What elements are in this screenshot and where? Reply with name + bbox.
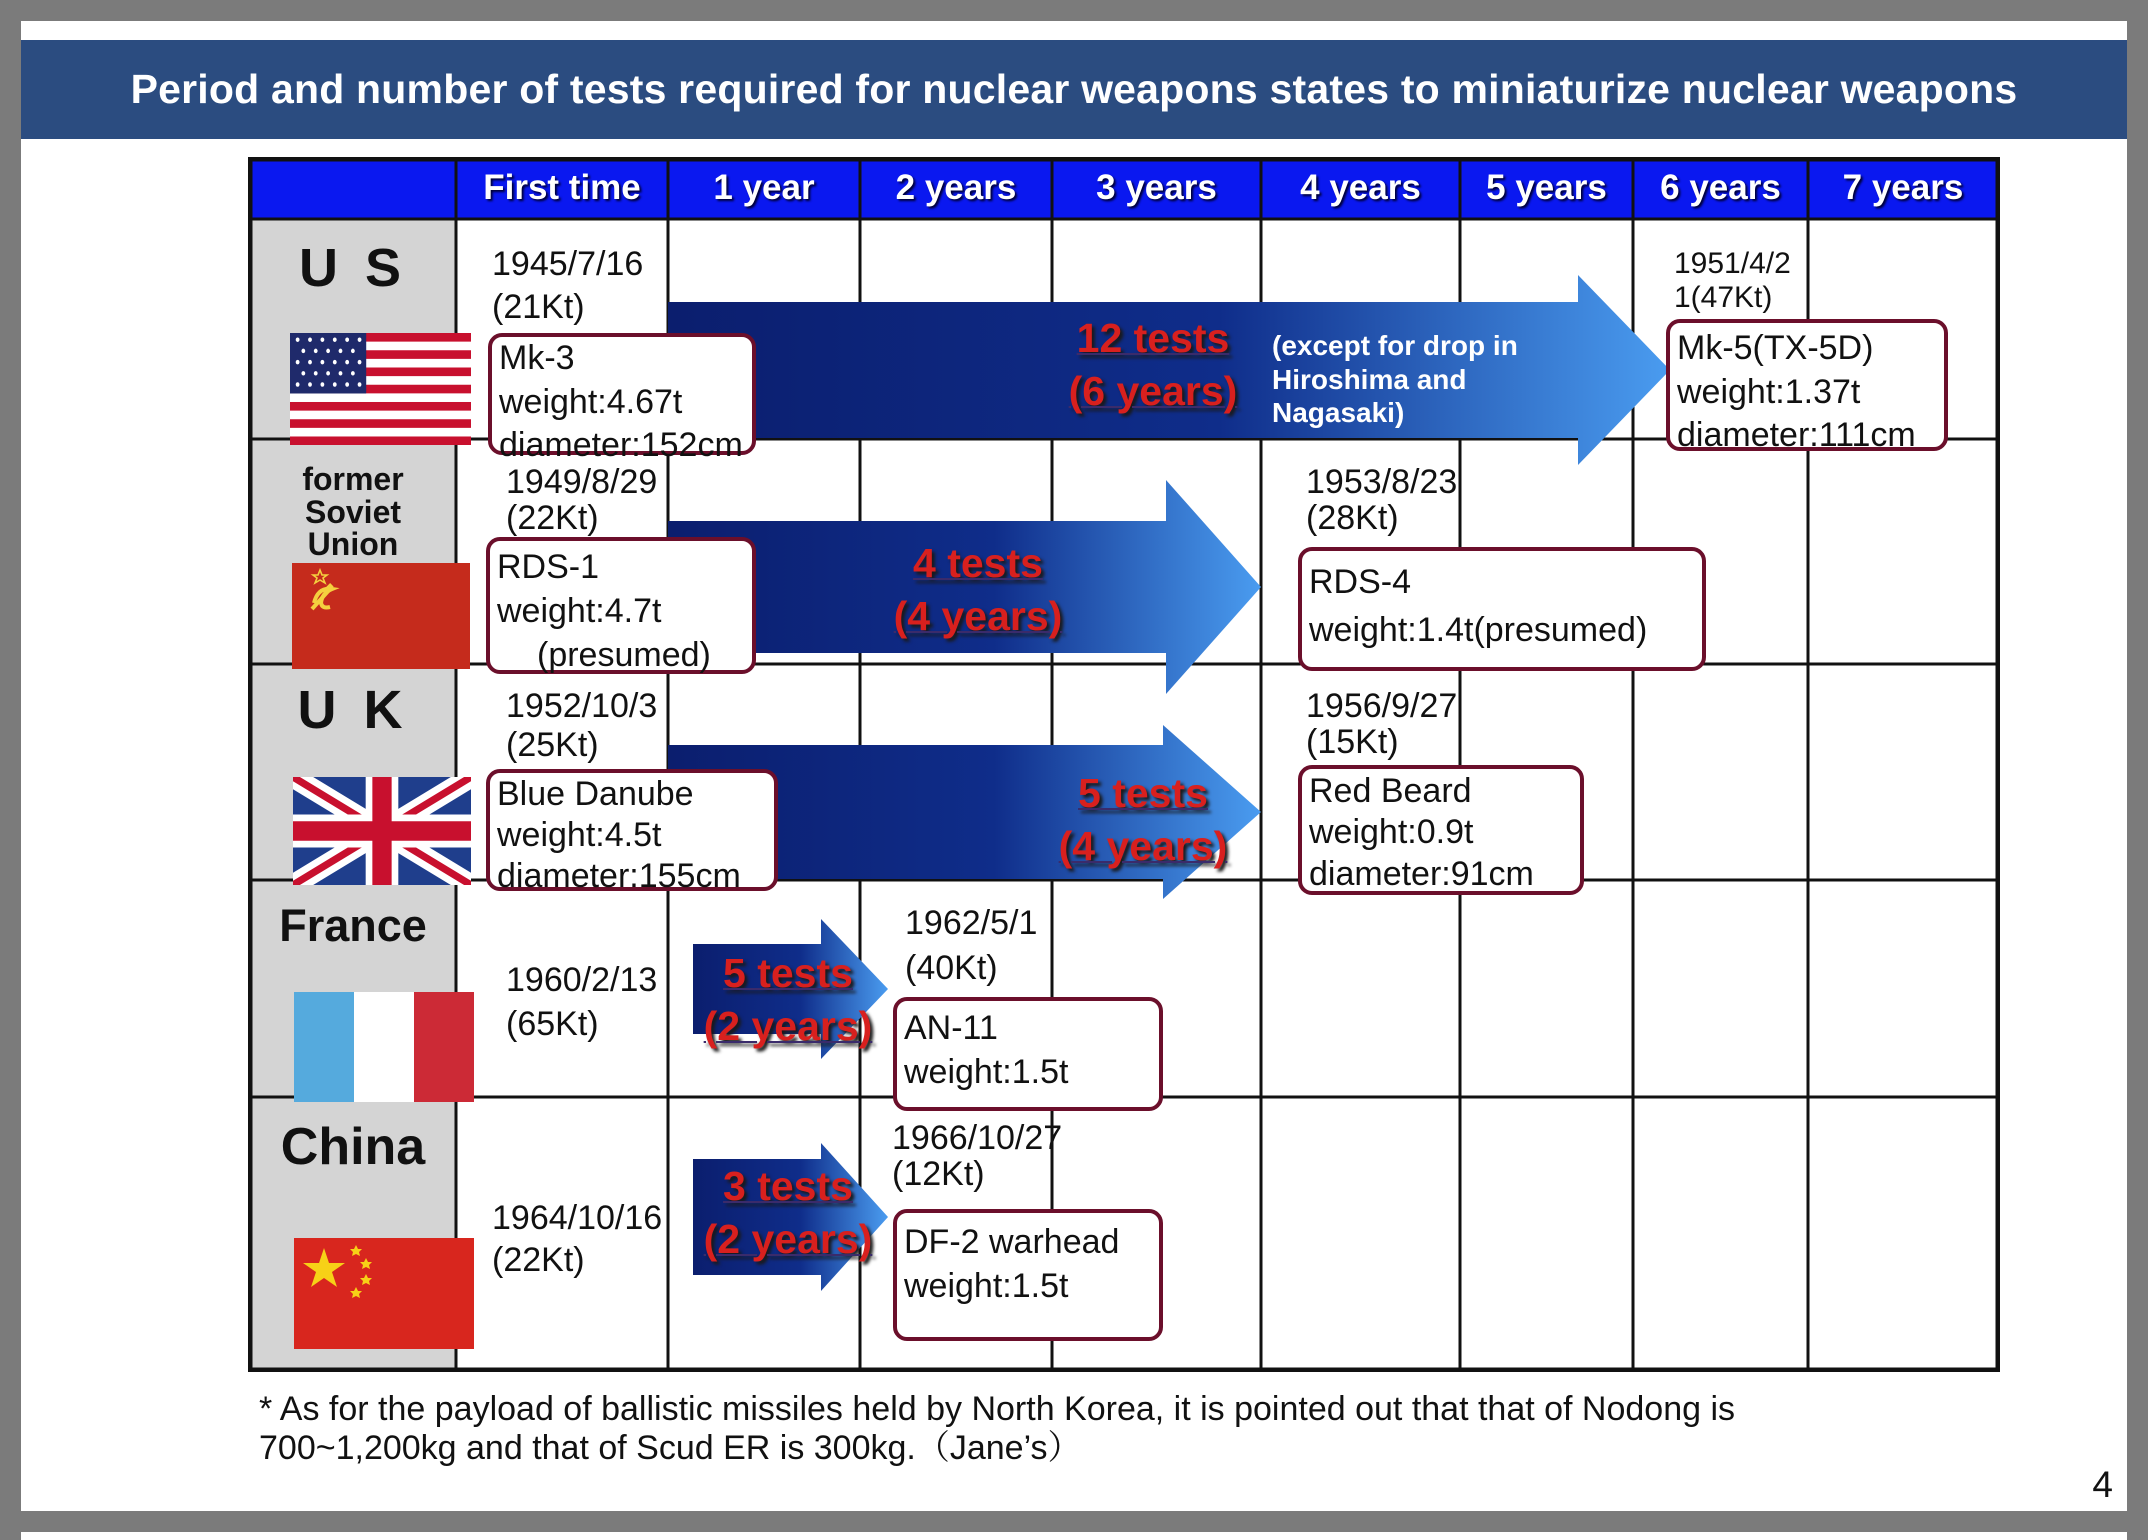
ussr-test-count: 4 tests bbox=[913, 540, 1043, 586]
ussr-flag bbox=[292, 563, 470, 669]
weapon-weight: weight:1.5t bbox=[904, 1052, 1069, 1091]
uk-final-date: 1956/9/27 bbox=[1306, 687, 1458, 725]
france-first-yield: (65Kt) bbox=[506, 1005, 599, 1043]
france-test-period: (2 years) bbox=[703, 1003, 873, 1050]
note-line: Nagasaki) bbox=[1272, 397, 1405, 429]
col-header-1-year: 1 year bbox=[713, 168, 815, 207]
france-first-date: 1960/2/13 bbox=[506, 961, 658, 999]
china-final-yield: (12Kt) bbox=[892, 1155, 985, 1193]
weapon-name: AN-11 bbox=[904, 1009, 998, 1047]
weapon-note: (presumed) bbox=[537, 636, 711, 675]
slide bbox=[21, 21, 2127, 1511]
uk-test-period: (4 years) bbox=[1058, 823, 1228, 870]
weapon-diameter: diameter:91cm bbox=[1309, 854, 1534, 893]
footnote-line: * As for the payload of ballistic missiles held by North Korea, it is pointed out that that of Nodong is bbox=[259, 1390, 1736, 1428]
miniaturization-chart bbox=[248, 157, 2000, 1372]
weapon-diameter: diameter:152cm bbox=[499, 426, 743, 465]
uk-final-yield: (15Kt) bbox=[1306, 723, 1399, 761]
uk-first-date: 1952/10/3 bbox=[506, 687, 658, 725]
us-final-yield: 1(47Kt) bbox=[1674, 281, 1773, 314]
china-flag bbox=[294, 1238, 474, 1349]
weapon-weight: weight:1.5t bbox=[904, 1266, 1069, 1305]
weapon-name: Blue Danube bbox=[497, 775, 694, 813]
note-line: (except for drop in bbox=[1272, 330, 1518, 361]
uk-flag bbox=[293, 777, 471, 885]
footnote bbox=[259, 1390, 1735, 1468]
col-header-first-time: First time bbox=[483, 168, 641, 207]
china-first-date: 1964/10/16 bbox=[492, 1199, 663, 1237]
col-header-3-years: 3 years bbox=[1096, 168, 1217, 207]
ussr-first-weapon-callout bbox=[486, 537, 756, 674]
china-arrow-label bbox=[668, 1160, 908, 1267]
france-final-yield: (40Kt) bbox=[905, 949, 998, 987]
ussr-arrow-label bbox=[868, 537, 1088, 644]
weapon-diameter: diameter:155cm bbox=[497, 856, 741, 895]
footnote-line: 700~1,200kg and that of Scud ER is 300kg.（Jane’s） bbox=[259, 1429, 1082, 1468]
uk-arrow-label bbox=[1033, 767, 1253, 874]
france-label: France bbox=[279, 900, 427, 951]
weapon-weight: weight:4.7t bbox=[497, 592, 662, 631]
china-final-date: 1966/10/27 bbox=[892, 1119, 1063, 1157]
us-test-period: (6 years) bbox=[1068, 368, 1238, 415]
weapon-name: Mk-5(TX-5D) bbox=[1677, 329, 1874, 367]
weapon-name: Mk-3 bbox=[499, 339, 575, 377]
france-final-date: 1962/5/1 bbox=[905, 904, 1038, 942]
china-first-yield: (22Kt) bbox=[492, 1241, 585, 1279]
label-line: Soviet bbox=[304, 493, 402, 530]
us-flag bbox=[290, 333, 471, 445]
weapon-name: Red Beard bbox=[1309, 772, 1472, 810]
col-header-4-years: 4 years bbox=[1300, 168, 1421, 207]
label-line: Union bbox=[307, 526, 399, 563]
col-header-6-years: 6 years bbox=[1660, 168, 1781, 207]
us-arrow-note bbox=[1272, 329, 1518, 430]
uk-test-count: 5 tests bbox=[1078, 770, 1208, 816]
france-arrow-label bbox=[668, 947, 908, 1054]
col-header-5-years: 5 years bbox=[1486, 168, 1607, 207]
france-final-weapon-callout bbox=[893, 997, 1163, 1111]
weapon-name: DF-2 warhead bbox=[904, 1223, 1120, 1261]
weapon-diameter: diameter:111cm bbox=[1677, 416, 1916, 455]
china-test-period: (2 years) bbox=[703, 1216, 873, 1263]
ussr-first-yield: (22Kt) bbox=[506, 499, 599, 537]
france-flag bbox=[294, 992, 474, 1102]
china-label: China bbox=[280, 1118, 426, 1176]
uk-final-weapon-callout bbox=[1298, 765, 1584, 895]
france-test-count: 5 tests bbox=[723, 950, 853, 996]
ussr-label bbox=[258, 463, 448, 561]
us-test-count: 12 tests bbox=[1076, 315, 1230, 361]
page-number: 4 bbox=[2092, 1464, 2113, 1505]
note-line: Hiroshima and bbox=[1272, 363, 1467, 395]
label-line: former bbox=[302, 461, 404, 497]
china-final-weapon-callout bbox=[893, 1209, 1163, 1341]
us-arrow-label bbox=[1038, 312, 1268, 419]
weapon-weight: weight:1.37t bbox=[1677, 372, 1861, 411]
us-final-date: 1951/4/2 bbox=[1674, 247, 1791, 280]
uk-label: U K bbox=[297, 680, 409, 740]
weapon-name: RDS-4 bbox=[1309, 563, 1412, 601]
us-first-date: 1945/7/16 bbox=[492, 245, 644, 283]
weapon-weight: weight:0.9t bbox=[1309, 813, 1474, 852]
ussr-final-date: 1953/8/23 bbox=[1306, 463, 1458, 501]
us-first-weapon-callout bbox=[488, 333, 756, 465]
next-slide-edge bbox=[21, 1532, 2127, 1540]
ussr-final-yield: (28Kt) bbox=[1306, 499, 1399, 537]
us-first-yield: (21Kt) bbox=[492, 288, 585, 326]
weapon-weight: weight:4.67t bbox=[499, 382, 683, 421]
us-final-weapon-callout bbox=[1666, 319, 1948, 455]
weapon-weight: weight:4.5t bbox=[497, 815, 662, 854]
col-header-2-years: 2 years bbox=[895, 168, 1017, 207]
us-label: U S bbox=[298, 238, 408, 298]
weapon-name: RDS-1 bbox=[497, 548, 600, 586]
ussr-first-date: 1949/8/29 bbox=[506, 463, 658, 501]
col-header-7-years: 7 years bbox=[1842, 168, 1964, 207]
ussr-test-period: (4 years) bbox=[893, 593, 1063, 640]
uk-first-weapon-callout bbox=[486, 769, 778, 895]
china-test-count: 3 tests bbox=[723, 1163, 853, 1209]
ussr-final-weapon-callout bbox=[1298, 547, 1706, 671]
uk-first-yield: (25Kt) bbox=[506, 726, 599, 764]
slide-title: Period and number of tests required for nuclear weapons states to miniaturize nuclear weapons bbox=[21, 40, 2127, 139]
weapon-weight: weight:1.4t(presumed) bbox=[1309, 610, 1648, 649]
